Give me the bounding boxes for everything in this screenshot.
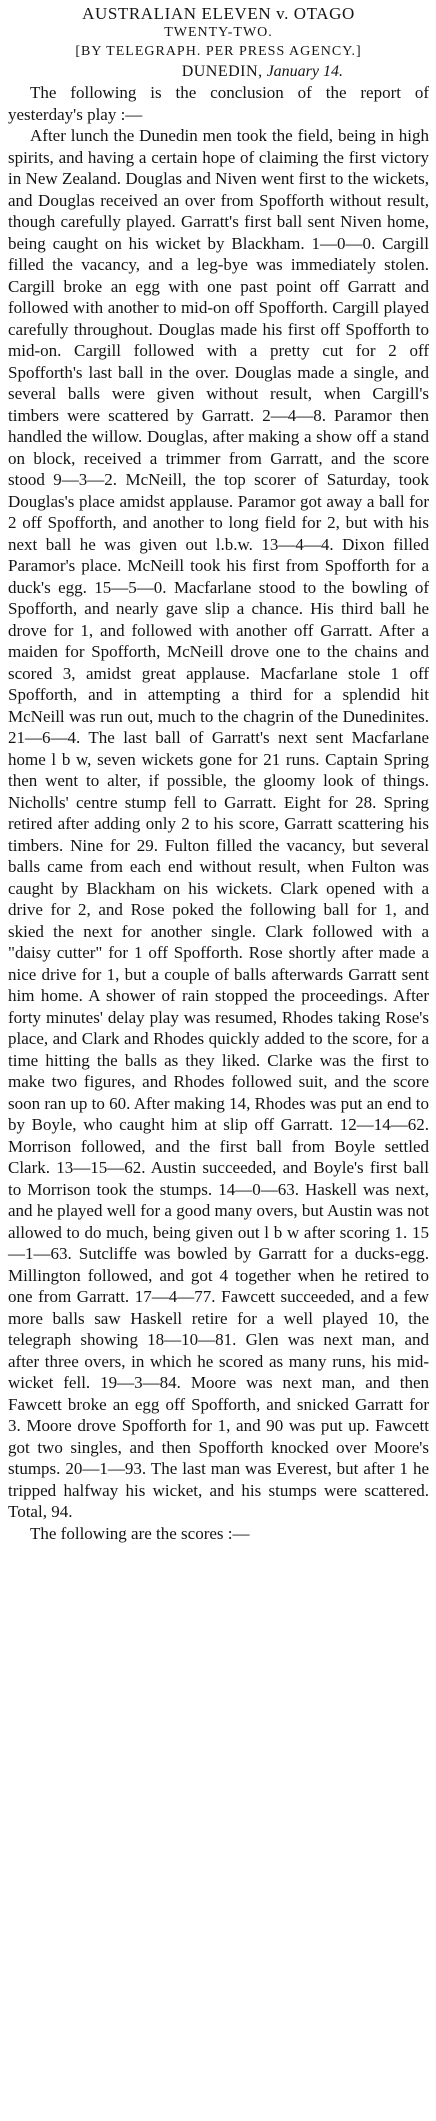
paragraph-intro: The following is the conclusion of the report of yesterday's play :— <box>8 83 429 124</box>
dateline <box>8 61 429 82</box>
paragraph-match-report: After lunch the Dunedin men took the field, being in high spirits, and having a certain hope of claiming the first victory in New Zealand. Douglas and Niven went first to the wickets, and Douglas received an over from Spofforth without result, though carefully played. Garratt's first ball sent Niven home, being caught on his wicket by Blackham. 1—0—0. Cargill filled the vacancy, and a leg-bye was immediately stolen. Cargill broke an egg with one past point off Garratt and followed with another to mid-on off Spofforth. Cargill played carefully throughout. Douglas made his first off Spofforth to mid-on. Cargill followed with a pretty cut for 2 off Spofforth's last ball in the over. Douglas made a single, and several balls were given without result, when Cargill's timbers were scattered by Garratt. 2—4—8. Paramor then handled the willow. Douglas, after making a show off a stand on block, received a trimmer from Garratt, and the score stood 9—3—2. McNeill, the top scorer of Saturday, took Douglas's place amidst applause. Paramor got away a ball for 2 off Spofforth, and another to long field for 2, but with his next ball he was given out l.b.w. 13—4—4. Dixon filled Paramor's place. McNeill took his first from Spofforth for a duck's egg. 15—5—0. Macfarlane stood to the bowling of Spofforth, and nearly gave slip a chance. His third ball he drove for 1, and followed with another off Garratt. After a maiden for Spofforth, McNeill drove one to the chains and scored 3, amidst great applause. Macfarlane stole 1 off Spofforth, and in attempting a third for a splendid hit McNeill was run out, much to the chagrin of the Dunedinites. 21—6—4. The last ball of Garratt's next sent Macfarlane home l b w, seven wickets gone for 21 runs. Captain Spring then went to alter, if possible, the gloomy look of things. Nicholls' centre stump fell to Garratt. Eight for 28. Spring retired after adding only 2 to his score, Garratt scattering his timbers. Nine for 29. Fulton filled the vacancy, but several balls came from each end without result, when Fulton was caught by Blackham on his wickets. Clark opened with a drive for 2, and Rose poked the following ball for 1, and skied the next for another single. Clark followed with a "daisy cutter" for 1 off Spofforth. Rose shortly after made a nice drive for 1, but a couple of balls afterwards Garratt sent him home. A shower of rain stopped the proceedings. After forty minutes' delay play was resumed, Rhodes taking Rose's place, and Clark and Rhodes quickly added to the score, for a time hitting the balls as they liked. Clarke was the first to make two figures, and Rhodes followed suit, and the score soon ran up to 60. After making 14, Rhodes was put an end to by Boyle, who caught him at slip off Garratt. 12—14—62. Morrison followed, and the first ball from Boyle settled Clark. 13—15—62. Austin succeeded, and Boyle's first ball to Morrison took the stumps. 14—0—63. Haskell was next, and he played well for a good many overs, but Austin was not allowed to do much, being given out l b w after scoring 1. 15—1—63. Sutcliffe was bowled by Garratt for a ducks-egg. Millington followed, and got 4 together when he retired to one from Garratt. 17—4—77. Fawcett succeeded, and a few more balls saw Haskell retire for a well played 10, the telegraph showing 18—10—81. Glen was next man, and after three overs, in which he scored as many runs, his mid-wicket fell. 19—3—84. Moore was next man, and then Fawcett broke an egg off Spofforth, and snicked Garratt for 3. Moore drove Spofforth for 1, and 90 was put up. Fawcett got two singles, and then Spofforth knocked over Moore's stumps. 20—1—93. The last man was Everest, but after 1 he tripped halfway his wicket, and his stumps were scattered. Total, 94. <box>8 126 429 1521</box>
source-line: [BY TELEGRAPH. PER PRESS AGENCY.] <box>75 44 362 59</box>
closing-line: The following are the scores :— <box>30 1523 250 1543</box>
subheadline: TWENTY-TWO. <box>164 25 273 40</box>
article-body <box>8 82 429 1523</box>
dateline-date: January 14. <box>266 63 343 80</box>
headline: AUSTRALIAN ELEVEN v. OTAGO <box>82 4 355 23</box>
dateline-place: DUNEDIN, <box>181 63 263 80</box>
